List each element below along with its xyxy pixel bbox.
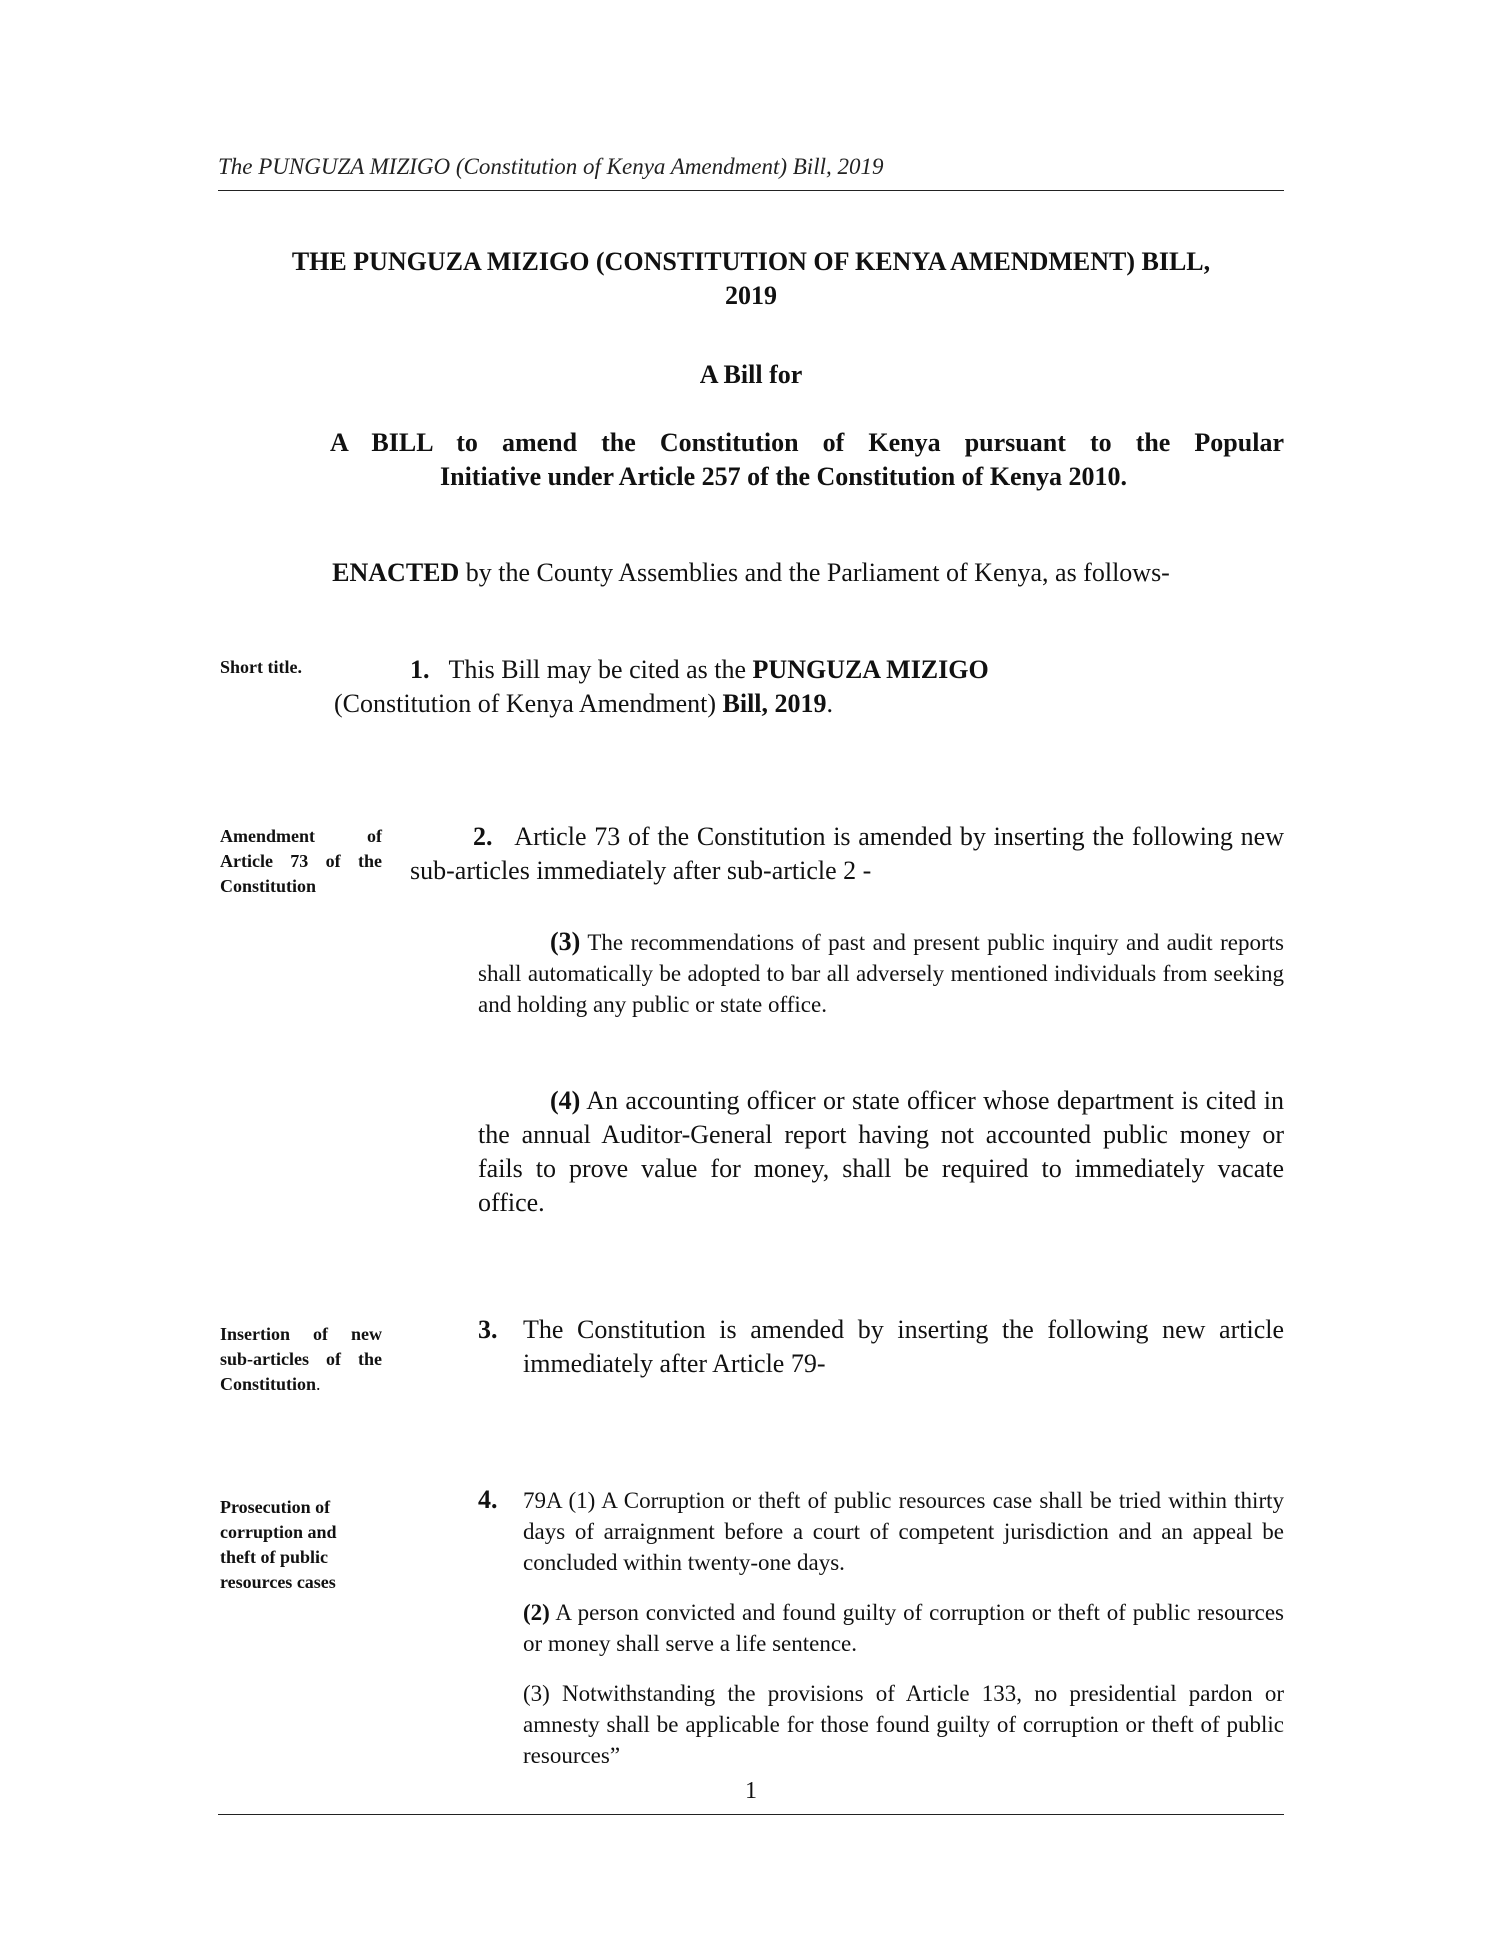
section-2-text: Article 73 of the Constitution is amended by inserting the following new sub-articles immediately after sub-article 2 - bbox=[410, 822, 1284, 885]
marginal-note-prosecution: Prosecution of corruption and theft of public resources cases bbox=[220, 1497, 337, 1592]
subarticle-79a-2-text: A person convicted and found guilty of corruption or theft of public resources or money shall serve a life sentence. bbox=[523, 1600, 1284, 1656]
long-title bbox=[330, 426, 1284, 494]
subarticle-73-3 bbox=[478, 926, 1284, 1020]
bill-title-line1: THE PUNGUZA MIZIGO (CONSTITUTION OF KENYA AMENDMENT) BILL, bbox=[291, 247, 1211, 276]
enacting-text: by the County Assemblies and the Parliament of Kenya, as follows- bbox=[459, 558, 1170, 587]
section-3 bbox=[478, 1313, 1284, 1381]
subarticle-73-4-text: An accounting officer or state officer whose department is cited in the annual Auditor-General report having not accounted public money or fails to prove value for money, shall be required to immediately vacate office. bbox=[478, 1086, 1284, 1217]
header-rule bbox=[218, 190, 1284, 191]
subarticle-73-3-number: (3) bbox=[550, 927, 581, 956]
long-title-line2: Initiative under Article 257 of the Constitution of Kenya 2010. bbox=[440, 462, 1128, 491]
footer-rule bbox=[218, 1814, 1284, 1815]
subarticle-79a-2 bbox=[523, 1597, 1284, 1659]
subarticle-79a-3: (3) Notwithstanding the provisions of Article 133, no presidential pardon or amnesty shall be applicable for those found guilty of corruption or theft of public resources” bbox=[523, 1681, 1284, 1768]
running-header: The PUNGUZA MIZIGO (Constitution of Kenya Amendment) Bill, 2019 bbox=[218, 154, 884, 179]
subarticle-73-4 bbox=[478, 1084, 1284, 1220]
marginal-note-insertion bbox=[220, 1322, 382, 1397]
section-3-number: 3. bbox=[478, 1315, 498, 1344]
section-1 bbox=[334, 653, 1208, 721]
bill-title-line2: 2019 bbox=[725, 281, 777, 310]
long-title-line1: A BILL to amend the Constitution of Kenya pursuant to the Popular bbox=[330, 428, 1284, 457]
marginal-note-article-73: Amendment of Article 73 of the Constitution bbox=[220, 826, 382, 896]
section-3-text: The Constitution is amended by inserting the following new article immediately after Article 79- bbox=[523, 1315, 1284, 1378]
subarticle-79a-2-number: (2) bbox=[523, 1600, 550, 1625]
bill-for: A Bill for bbox=[699, 360, 803, 389]
section-2 bbox=[410, 820, 1284, 888]
section-1-bold-a: PUNGUZA MIZIGO bbox=[752, 655, 989, 684]
section-1-number: 1. bbox=[410, 655, 430, 684]
subarticle-73-4-number: (4) bbox=[550, 1086, 581, 1115]
marginal-note-insertion-dot: . bbox=[316, 1374, 321, 1394]
section-4 bbox=[478, 1485, 1284, 1771]
page-number: 1 bbox=[745, 1778, 757, 1804]
marginal-note-insertion-text: Insertion of new sub-articles of the Constitution bbox=[220, 1324, 382, 1394]
section-1-text-a: This Bill may be cited as the bbox=[448, 655, 753, 684]
section-4-text: 79A (1) A Corruption or theft of public resources case shall be tried within thirty days of arraignment before a court of competent jurisdiction and an appeal be concluded within twenty-one days. bbox=[523, 1488, 1284, 1575]
bill-title bbox=[218, 245, 1284, 313]
subarticle-73-3-text: The recommendations of past and present public inquiry and audit reports shall automatically be adopted to bar all adversely mentioned individuals from seeking and holding any public or state office. bbox=[478, 930, 1284, 1017]
enacting-formula bbox=[218, 558, 1284, 588]
section-2-number: 2. bbox=[473, 822, 493, 851]
marginal-note-short-title: Short title. bbox=[220, 657, 302, 677]
section-1-text-b: (Constitution of Kenya Amendment) bbox=[334, 689, 723, 718]
section-1-text-c: . bbox=[826, 689, 834, 718]
enacting-bold: ENACTED bbox=[332, 558, 460, 587]
section-4-number: 4. bbox=[478, 1485, 498, 1514]
section-1-bold-b: Bill, 2019 bbox=[722, 689, 827, 718]
